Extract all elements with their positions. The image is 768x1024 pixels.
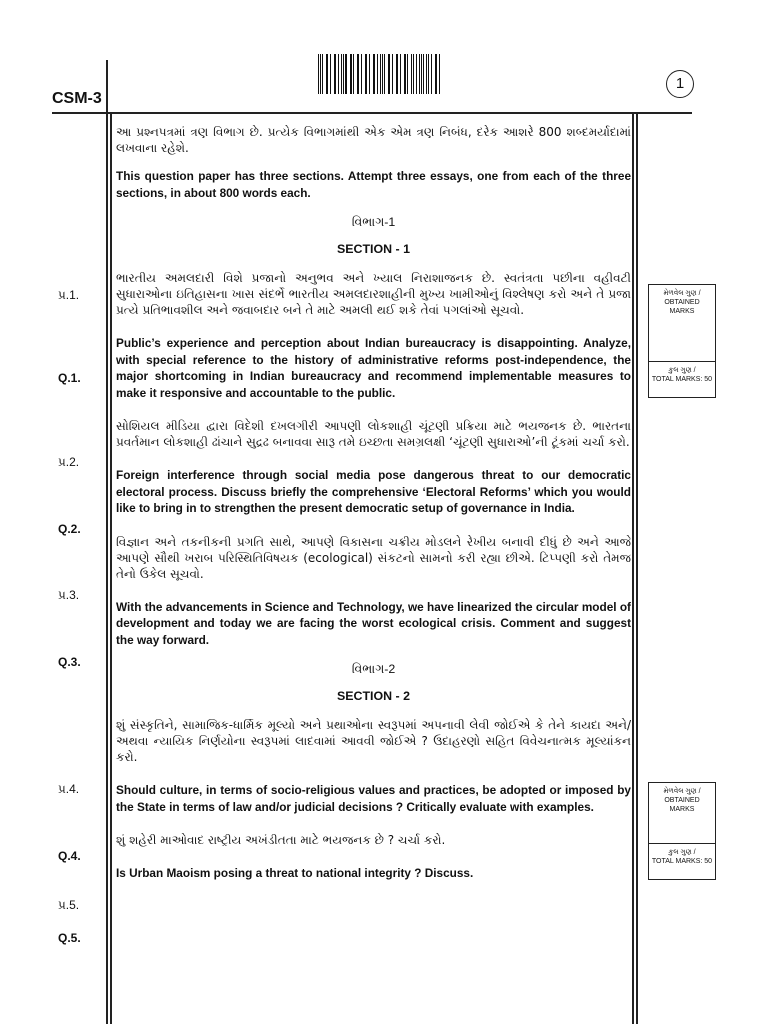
total-marks-label-gu: કુલ ગુણ / — [668, 367, 696, 374]
section-heading-en: SECTION - 2 — [337, 689, 410, 703]
total-marks-label-en: TOTAL MARKS: 50 — [651, 376, 713, 383]
obtained-marks-label-en: OBTAINED MARKS — [664, 797, 700, 813]
section-heading-gu: વિભાગ-2 — [351, 662, 396, 676]
instructions-gujarati: આ પ્રશ્નપત્રમાં ત્રણ વિભાગ છે. પ્રત્યેક વિભાગમાંથી એક એમ ત્રણ નિબંધ, દરેક આશરે 800 શબ્દમર્યાદામાં લખવાના રહેશે. — [116, 125, 631, 155]
obtained-marks-label-en: OBTAINED MARKS — [664, 299, 700, 315]
section-heading-gu: વિભાગ-1 — [351, 215, 396, 229]
obtained-marks-cell[interactable] — [649, 783, 715, 843]
right-margin-rule-inner — [636, 112, 638, 1024]
question-paper-body — [116, 118, 631, 882]
marks-box-section-1 — [648, 284, 716, 398]
question-number-gu: પ્ર.5. — [58, 898, 80, 912]
question-number-en: Q.5. — [58, 931, 81, 945]
paper-code: CSM-3 — [52, 90, 102, 107]
obtained-marks-cell[interactable] — [649, 285, 715, 361]
question-number-gu: પ્ર.3. — [58, 588, 80, 602]
question-text-gu: શું સંસ્કૃતિને, સામાજિક-ધાર્મિક મૂલ્યો અને પ્રથાઓના સ્વરૂપમાં અપનાવી લેવી જોઈએ કે તેને કાયદા અને/અથવા ન્યાયિક નિર્ણયોના સ્વરૂપમાં લાદવામાં આવવી જોઈએ ? ઉદાહરણો સહિત વિવેચનાત્મક મૂલ્યાંકન કરો. — [116, 718, 631, 764]
question-text-en: With the advancements in Science and Technology, we have linearized the circular model of development and today we are facing the worst ecological crisis. Comment and suggest the way forward. — [116, 599, 631, 647]
header-rule — [52, 112, 692, 114]
question-text-gu: સોશિયલ મીડિયા દ્વારા વિદેશી દખલગીરી આપણી લોકશાહી ચૂંટણી પ્રક્રિયા માટે ભયજનક છે. ભારતના પ્રવર્તમાન લોકશાહી ઢાંચાને સુદ્રઢ બનાવવા સારૂ તમે ઇચ્છતા સમગ્રલક્ષી ‘ચૂંટણી સુધારાઓ’ની ટૂંકમાં ચર્ચા કરો. — [116, 419, 631, 449]
total-marks-label-en: TOTAL MARKS: 50 — [651, 858, 713, 865]
question-number-gu: પ્ર.1. — [58, 288, 80, 302]
barcode — [318, 54, 442, 94]
total-marks-label-gu: કુલ ગુણ / — [668, 849, 696, 856]
question-number-gu: પ્ર.4. — [58, 782, 80, 796]
instructions-english: This question paper has three sections. Attempt three essays, one from each of the three sections, in about 800 words each. — [116, 169, 631, 200]
left-margin-rule-inner — [110, 112, 112, 1024]
question-number-gu: પ્ર.2. — [58, 455, 80, 469]
section-heading-en: SECTION - 1 — [337, 242, 410, 256]
total-marks-cell — [649, 361, 715, 397]
total-marks-cell — [649, 843, 715, 879]
left-margin-rule — [106, 60, 108, 1024]
page-number: 1 — [666, 70, 694, 98]
question-text-en: Should culture, in terms of socio-religious values and practices, be adopted or imposed by the State in terms of law and/or judicial decisions ? Critically evaluate with examples. — [116, 783, 631, 814]
question-number-en: Q.2. — [58, 522, 81, 536]
obtained-marks-label-gu: મેળવેલ ગુણ / — [663, 290, 701, 297]
question-text-gu: વિજ્ઞાન અને તકનીકની પ્રગતિ સાથે, આપણે વિકાસના ચક્રીય મોડલને રેખીય બનાવી દીધું છે અને આજે આપણે સૌથી ખરાબ પરિસ્થિતિવિષયક (ecological) સંકટનો સામનો કરી રહ્યા છીએ. ટિપ્પણી કરો તેમજ તેનો ઉકેલ સૂચવો. — [116, 534, 631, 581]
question-text-en: Foreign interference through social media pose dangerous threat to our democratic electoral process. Discuss briefly the comprehensive ‘Electoral Reforms’ which you would like to bring in to strengthen the present democratic setup of governance in India. — [116, 468, 631, 515]
question-text-gu: ભારતીય અમલદારી વિશે પ્રજાનો અનુભવ અને ખ્યાલ નિરાશાજનક છે. સ્વતંત્રતા પછીના વહીવટી સુધારાઓના ઇતિહાસના ખાસ સંદર્ભે ભારતીય અમલદારશાહીની મુખ્ય ખામીઓનું વિશ્લેષણ કરો અને તે પ્રજા પ્રત્યે પ્રતિભાવશીલ અને જવાબદાર બને તે માટે અમલી થઈ શકે તેવાં પગલાંઓ સૂચવો. — [116, 271, 631, 317]
right-margin-rule — [632, 112, 634, 1024]
marks-box-section-2 — [648, 782, 716, 880]
question-text-gu: શું શહેરી માઓવાદ રાષ્ટ્રીય અખંડીતતા માટે ભયજનક છે ? ચર્ચા કરો. — [116, 833, 446, 847]
question-text-en: Public’s experience and perception about Indian bureaucracy is disappointing. Analyze, with special reference to the history of administrative reforms post-independence, the major shortcoming in Indian bureaucracy and recommend implementable measures to make it responsive and accountable to the public. — [116, 336, 631, 400]
question-number-en: Q.3. — [58, 655, 81, 669]
obtained-marks-label-gu: મેળવેલ ગુણ / — [663, 788, 701, 795]
question-text-en: Is Urban Maoism posing a threat to national integrity ? Discuss. — [116, 866, 474, 880]
question-number-en: Q.4. — [58, 849, 81, 863]
question-number-en: Q.1. — [58, 371, 81, 385]
